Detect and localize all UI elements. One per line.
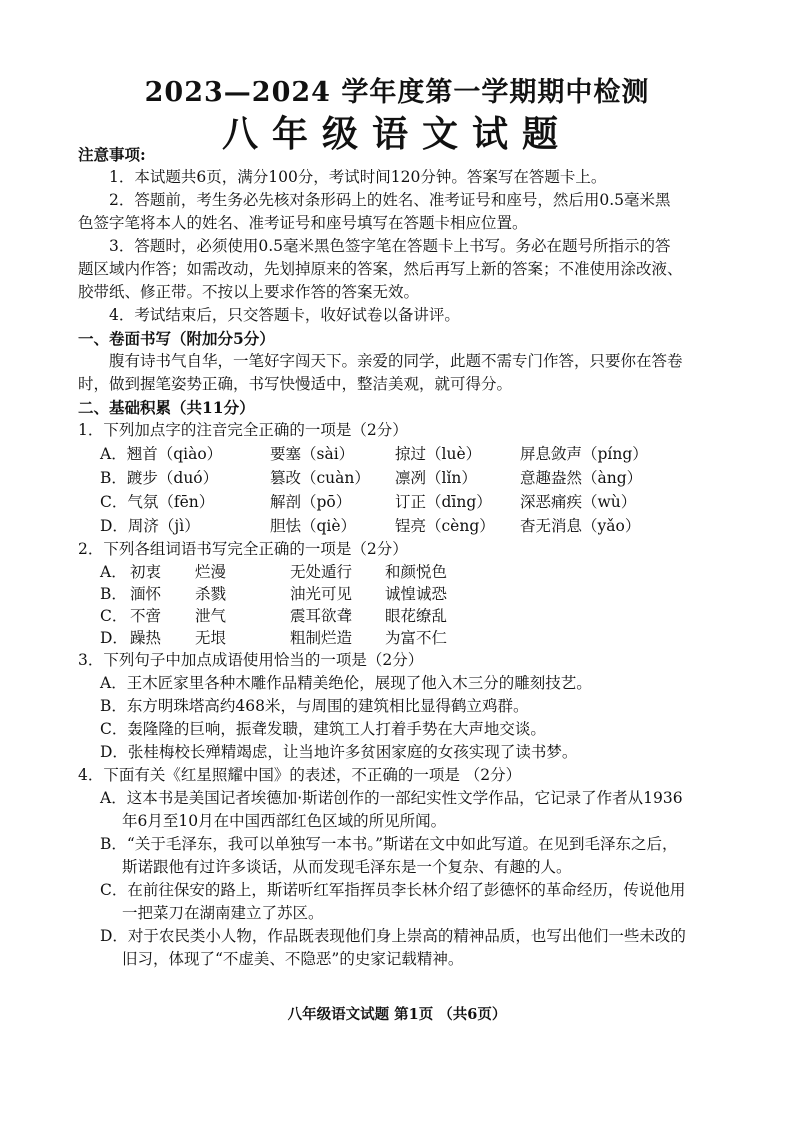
option-word: 粗制烂造: [290, 629, 353, 647]
option-cell: 凛冽（lǐn）: [395, 469, 477, 487]
notice-line: 2．答题前，考生务必先核对条形码上的姓名、准考证号和座号，然后用0.5毫米黑: [109, 191, 671, 209]
exam-subtitle: 八年级语文试题: [221, 113, 572, 155]
option-cell: 深恶痛疾（wù）: [520, 493, 637, 511]
option-word: 初衷: [130, 563, 162, 581]
question-4-line: 一把菜刀在湖南建立了苏区。: [122, 904, 324, 922]
question-4-line: 斯诺跟他有过许多谈话，从而发现毛泽东是一个复杂、有趣的人。: [122, 858, 572, 876]
option-cell: 订正（dīng）: [395, 493, 492, 511]
question-4-stem: 4．下面有关《红星照耀中国》的表述，不正确的一项是 （2分）: [78, 766, 522, 784]
notice-line: 1．本试题共6页，满分100分，考试时间120分钟。答案写在答题卡上。: [109, 168, 607, 186]
question-4-line: C．在前往保安的路上，斯诺听红军指挥员李长林介绍了彭德怀的革命经历，传说他用: [100, 881, 686, 899]
question-1-row-a: [78, 442, 720, 466]
notice-line: 色签字笔将本人的姓名、准考证号和座号填写在答题卡相应位置。: [78, 214, 528, 232]
notice-line: 4．考试结束后，只交答题卡，收好试卷以备讲评。: [109, 306, 460, 324]
option-cell: D．周济（jì）: [100, 517, 200, 535]
option-letter: A．: [100, 563, 127, 581]
notice-line: 胶带纸、修正带。不按以上要求作答的答案无效。: [78, 283, 420, 301]
option-word: 和颜悦色: [385, 563, 448, 581]
option-word: 油光可见: [290, 585, 353, 603]
option-word: 杀戮: [195, 585, 227, 603]
notice-line: 题区域内作答；如需改动，先划掉原来的答案，然后再写上新的答案；不准使用涂改液、: [78, 260, 683, 278]
option-word: 诚惶诚恐: [385, 585, 448, 603]
option-letter: B．: [100, 585, 127, 603]
question-1-row-d: [78, 514, 720, 538]
question-2-row-d: [78, 627, 720, 649]
option-word: 泄气: [195, 607, 227, 625]
question-4-line: 年6月至10月在中国西部红色区域的所见所闻。: [122, 812, 447, 830]
option-cell: 锃亮（cèng）: [395, 517, 495, 535]
option-word: 为富不仁: [385, 629, 448, 647]
question-2-stem: 2．下列各组词语书写完全正确的一项是（2分）: [78, 540, 408, 558]
section2-heading: 二、基础积累（共11分）: [78, 398, 255, 417]
question-1-row-c: [78, 490, 720, 514]
option-cell: B．踱步（duó）: [100, 469, 219, 487]
option-cell: 要塞（sài）: [270, 445, 355, 463]
option-word: 不啻: [130, 607, 162, 625]
question-4-line: 旧习，体现了“不虚美、不隐恶”的史家记载精神。: [122, 950, 464, 968]
option-cell: 意趣盎然（àng）: [520, 469, 643, 487]
question-3-option: A．王木匠家里各种木雕作品精美绝伦，展现了他入木三分的雕刻技艺。: [100, 674, 592, 692]
question-3-option: C．轰隆隆的巨响，振聋发聩，建筑工人打着手势在大声地交谈。: [100, 720, 546, 738]
option-cell: 掠过（luè）: [395, 445, 482, 463]
option-word: 湎怀: [130, 585, 162, 603]
question-3-stem: 3．下列句子中加点成语使用恰当的一项是（2分）: [78, 651, 424, 669]
option-word: 震耳欲聋: [290, 607, 353, 625]
option-cell: 解剖（pō）: [270, 493, 352, 511]
option-cell: A．翘首（qiào）: [100, 445, 223, 463]
notice-heading: 注意事项:: [78, 145, 146, 164]
question-4-line: A．这本书是美国记者埃德加·斯诺创作的一部纪实性文学作品，它记录了作者从1936: [100, 789, 683, 807]
option-cell: 屏息敛声（píng）: [520, 445, 648, 463]
option-cell: 篡改（cuàn）: [270, 469, 370, 487]
option-cell: 杳无消息（yǎo）: [520, 517, 641, 535]
question-2-row-a: [78, 561, 720, 583]
section1-line: 时，做到握笔姿势正确，书写快慢适中，整洁美观，就可得分。: [78, 375, 513, 393]
question-2-row-c: [78, 605, 720, 627]
question-4-line: B．“关于毛泽东，我可以单独写一本书。”斯诺在文中如此写道。在见到毛泽东之后，: [100, 835, 678, 853]
option-word: 无垠: [195, 629, 227, 647]
question-2-row-b: [78, 583, 720, 605]
question-4-line: D．对于农民类小人物，作品既表现他们身上崇高的精神品质，也写出他们一些未改的: [100, 927, 686, 945]
option-word: 躁热: [130, 629, 162, 647]
section1-heading: 一、卷面书写（附加分5分）: [78, 329, 275, 348]
question-3-option: D．张桂梅校长殚精竭虑，让当地许多贫困家庭的女孩实现了读书梦。: [100, 743, 578, 761]
option-cell: 胆怯（qiè）: [270, 517, 357, 535]
question-3-option: B．东方明珠塔高约468米，与周围的建筑相比显得鹤立鸡群。: [100, 697, 529, 715]
notice-line: 3．答题时，必须使用0.5毫米黑色签字笔在答题卡上书写。务必在题号所指示的答: [109, 237, 671, 255]
option-word: 烂漫: [195, 563, 227, 581]
page-footer: 八年级语文试题 第1页 （共6页）: [287, 1006, 507, 1023]
option-letter: C．: [100, 607, 128, 625]
option-cell: C．气氛（fēn）: [100, 493, 215, 511]
section1-line: 腹有诗书气自华，一笔好字闯天下。亲爱的同学，此题不需专门作答，只要你在答卷: [109, 352, 683, 370]
question-1-row-b: [78, 466, 720, 490]
option-letter: D．: [100, 629, 128, 647]
exam-content: [78, 143, 720, 971]
option-word: 眼花缭乱: [385, 607, 448, 625]
question-1-stem: 1．下列加点字的注音完全正确的一项是（2分）: [78, 421, 408, 439]
exam-title: 2023—2024 学年度第一学期期中检测: [144, 77, 650, 108]
option-word: 无处遁行: [290, 563, 353, 581]
